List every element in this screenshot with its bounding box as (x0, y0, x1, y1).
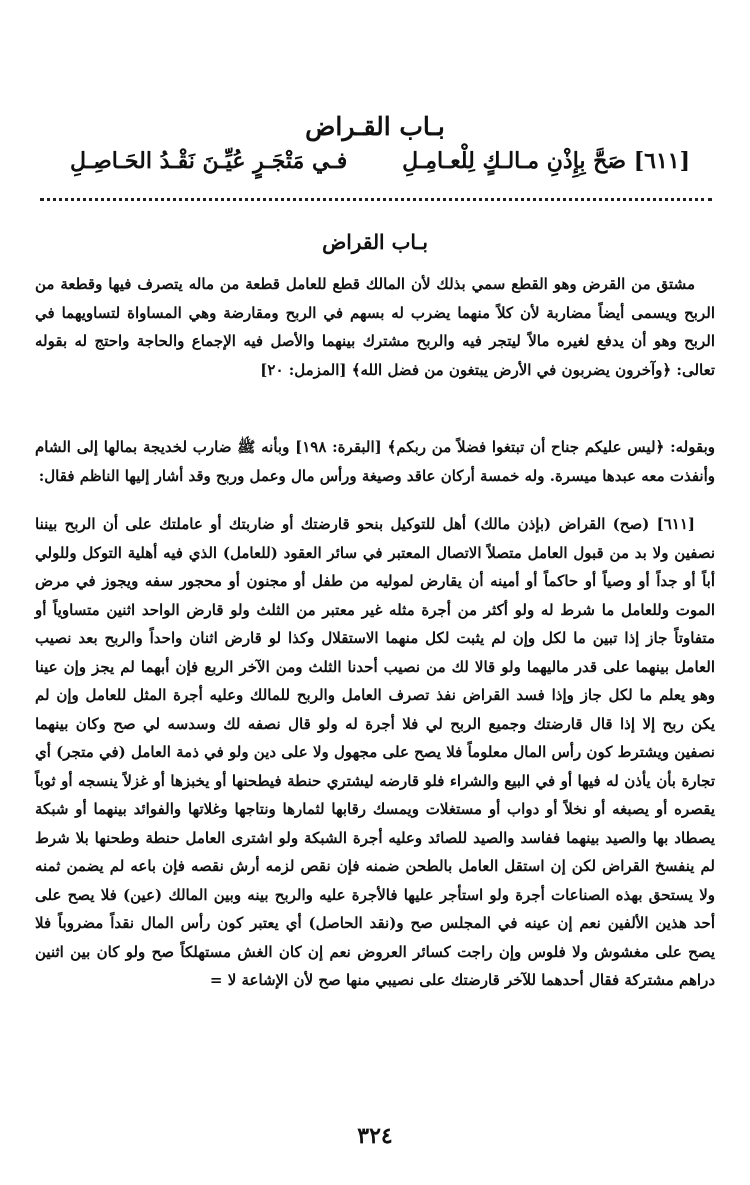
verse-second-hemistich: فـي مَتْجَـرٍ عُيِّـنَ نَقْـدُ الحَـاصِـلِ (70, 148, 348, 174)
section-heading: بـاب القراض (322, 230, 428, 254)
commentary-paragraph (35, 510, 715, 995)
dotted-divider (40, 198, 712, 201)
paragraph-text: مشتق من القرض وهو القطع سمي بذلك لأن المالك قطع للعامل قطعة من ماله يتصرف فيها وقطعة من الربح ويسمى أيضاً مضاربة لأن كلاً منهما يضرب له بسهم في الربح ومقارضة وهي المساواة لتساويهما في الربح وهو أن يدفع لغيره مالاً ليتجر فيه والربح مشترك بينهما والأصل فيه الإجماع والحاجة واحتج له بقوله تعالى: ﴿وآخرون يضربون في الأرض يبتغون من فضل الله﴾ [المزمل: ٢٠] (35, 275, 715, 379)
commentary-paragraph (35, 433, 715, 490)
verse-first-hemistich: [٦١١] صَحَّ بِإِذْنِ مـالـكٍ لِلْعـامِـلِ (402, 148, 690, 174)
chapter-title: بـاب القـراض (305, 112, 445, 141)
paragraph-text: وبقوله: ﴿ليس عليكم جناح أن تبتغوا فضلاً من ربكم﴾ [البقرة: ١٩٨] وبأنه ﷺ ضارب لخديجة بمالها إلى الشام وأنفذت معه عبدها ميسرة. وله خمسة أركان عاقد وصيغة ورأس مال وعمل وربح وقد أشار إليها الناظم فقال: (35, 438, 715, 485)
paragraph-text: [٦١١] (صح) القراض (بإذن مالك) أهل للتوكيل بنحو قارضتك أو ضاربتك أو عاملتك على أن الربح بيننا نصفين ولا بد من قبول العامل متصلاً الاتصال المعتبر في سائر العقود (للعامل) الذي فيه أهلية التوكل وللولي أباً أو جداً أو وصياً أو حاكماً أو أمينه أن يقارض لموليه من طفل أو مجنون أو محجور سفه ويجوز في مرض الموت وللعامل ما شرط له ولو أكثر من أجرة مثله غير معتبر من الثلث ولو قارض الواحد اثنين متساوياً أو متفاوتاً جاز إذا تبين ما لكل وإن لم يثبت لكل منهما الاستقلال وكذا لو قارض اثنان واحداً والربح بعد نصيب العامل بينهما على قدر ماليهما ولو قالا لك من نصيب أحدنا الثلث ومن الآخر الربع فإن أبهما لم يجز وإن عينا وهو يعلم ما لكل جاز وإذا فسد القراض نفذ تصرف العامل والربح للمالك وعليه أجرة المثل للعامل وإن لم يكن ربح إلا إذا قال قارضتك وجميع الربح لي فلا أجرة له ولو قال نصفه لك وسدسه لي صح وكان بينهما نصفين ويشترط كون رأس المال معلوماً فلا يصح على مجهول ولا على دين ولو في ذمة العامل (في متجر) أي تجارة بأن يأذن له فيها أو في البيع والشراء فلو قارضه ليشتري حنطة فيطحنها أو يخبزها أو غزلاً ينسجه أو ثوباً يقصره أو يصبغه أو نخلاً أو دواب أو مستغلات ويمسك رقابها لثمارها ونتاجها وغلاتها والفوائد بينهما أو شبكة يصطاد بها والصيد بينهما ففاسد والصيد للصائد وعليه أجرة الشبكة ولو اشترى العامل حنطة وطحنها بلا شرط لم ينفسخ القراض لكن إن استقل العامل بالطحن ضمنه فإن نقص لزمه أرش نقصه فإن باعه لم يضمن ثمنه ولا يستحق بهذه الصناعات أجرة ولو استأجر عليها فالأجرة عليه والربح بينه وبين المالك (عين) فلا يصح على أحد هذين الألفين نعم إن عينه في المجلس صح و(نقد الحاصل) أي يعتبر كون رأس المال نقداً مضروباً فلا يصح على مغشوش ولا فلوس وإن راجت كسائر العروض نعم إن كان الغش مستهلكاً صح ولو كان بين اثنين دراهم مشتركة فقال أحدهما للآخر قارضتك على نصيبي منها صح لأن الإشاعة لا = (35, 515, 715, 989)
page-number: ٣٢٤ (357, 1123, 393, 1149)
commentary-paragraph (35, 270, 715, 384)
verse-line (70, 148, 690, 174)
